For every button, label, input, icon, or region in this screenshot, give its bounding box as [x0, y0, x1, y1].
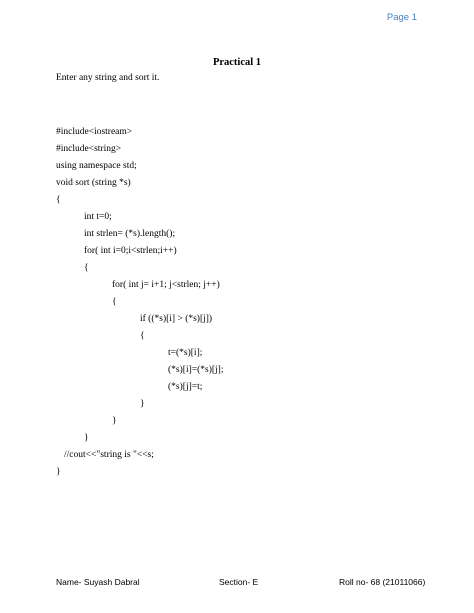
- code-line: {: [56, 195, 61, 205]
- footer-name: Name- Suyash Dabral: [56, 577, 140, 587]
- code-line: }: [56, 467, 61, 477]
- code-line: if ((*s)[i] > (*s)[j]): [140, 314, 213, 324]
- footer-section: Section- E: [219, 577, 259, 587]
- code-line: }: [112, 416, 117, 426]
- code-line: void sort (string *s): [56, 178, 131, 188]
- code-line: int t=0;: [84, 212, 112, 222]
- code-line: int strlen= (*s).length();: [84, 229, 176, 239]
- page-subtitle: Enter any string and sort it.: [56, 73, 160, 83]
- footer-roll: Roll no- 68 (21011066): [339, 577, 426, 587]
- code-line: (*s)[j]=t;: [168, 382, 203, 392]
- code-line: using namespace std;: [56, 161, 137, 171]
- code-line: (*s)[i]=(*s)[j];: [168, 365, 224, 375]
- code-line: #include<string>: [56, 144, 122, 154]
- code-line: t=(*s)[i];: [168, 348, 203, 358]
- code-line: {: [112, 297, 117, 307]
- code-line: for( int j= i+1; j<strlen; j++): [112, 280, 220, 290]
- code-line: //cout<<"string is "<<s;: [64, 450, 154, 460]
- code-line: #include<iostream>: [56, 127, 133, 137]
- code-line: {: [84, 263, 89, 273]
- code-line: {: [140, 331, 145, 341]
- code-line: }: [140, 399, 145, 409]
- code-line: for( int i=0;i<strlen;i++): [84, 246, 177, 256]
- page-number: Page 1: [386, 12, 417, 23]
- page-title: Practical 1: [212, 57, 262, 68]
- code-line: }: [84, 433, 89, 443]
